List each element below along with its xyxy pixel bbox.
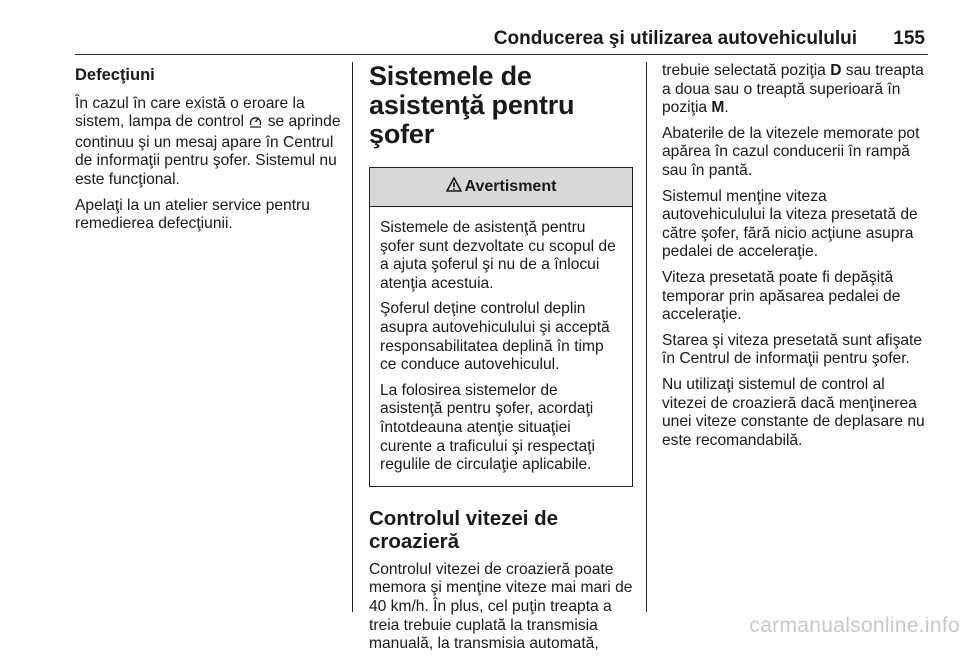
paragraph: Abaterile de la vitezele memorate pot apărea în cazul conducerii în rampă sau în pantă. [662, 124, 920, 179]
section-title-driver-assistance: Sistemele de asistenţă pentru şofer [369, 61, 575, 149]
text-span: se aprinde continuu şi un mesaj apare în Centrul de informaţii pentru şofer. Sistemul nu este funcţional. [75, 113, 341, 188]
warning-box [369, 167, 633, 487]
warning-paragraph: La folosirea sistemelor de asistenţă pentru şofer, acordaţi întotdeauna atenţie situaţiei curente a traficului şi respectaţi regulile de circulaţie aplicabile. [380, 381, 595, 474]
text-span: trebuie selectată poziţia [662, 62, 826, 79]
page-number: 155 [893, 28, 925, 49]
chapter-title: Conducerea şi utilizarea autovehiculului [493, 28, 857, 49]
section-heading-defects: Defecţiuni [75, 66, 155, 84]
warning-paragraph: Sistemele de asistenţă pentru şofer sunt dezvoltate cu scopul de a ajuta şoferul şi nu de a înlocui atenţia acestuia. [380, 219, 616, 292]
text-span: În cazul în care există o eroare la sistem, lampa de control [75, 94, 305, 131]
warning-title: Avertisment [464, 177, 557, 195]
gear-position-m: M [711, 99, 725, 117]
gear-position-d: D [830, 62, 842, 79]
paragraph: Nu utilizaţi sistemul de control al vitezei de croazieră dacă menţinerea unei viteze constante de deplasare nu este recomandabilă. [662, 375, 925, 449]
warning-header [370, 168, 632, 207]
paragraph: Starea şi viteza presetată sunt afişate în Centrul de informaţii pentru şofer. [662, 331, 923, 368]
cruise-control-lamp-icon [249, 114, 262, 134]
text-span: sau treapta a doua sau o treaptă superioară în poziţia [662, 62, 924, 117]
header-divider [75, 54, 928, 55]
column-divider [646, 62, 647, 612]
paragraph [662, 62, 928, 118]
paragraph: Controlul vitezei de croazieră poate memora şi menţine viteze mai mari de 40 km/h. În plus, cel puţin treapta a treia trebuie cuplată la transmisia manuală, la transmisia automată, [369, 560, 633, 653]
column-right [662, 62, 928, 457]
paragraph: Sistemul menţine viteza autovehiculului la viteza presetată de către şofer, fără nicio acţiune asupra pedalei de acceleraţie. [662, 187, 918, 261]
watermark: carmanualsonline.info [749, 614, 960, 637]
warning-paragraph: Şoferul deţine controlul deplin asupra autovehiculului şi acceptă responsabilitatea deplină în timp ce conduce autovehiculul. [380, 300, 610, 374]
warning-triangle-icon [446, 177, 462, 198]
column-middle [369, 62, 633, 661]
paragraph [75, 95, 345, 190]
section-title-cruise-control: Controlul vitezei de croazieră [369, 506, 559, 553]
warning-body [370, 207, 632, 486]
paragraph: Viteza presetată poate fi depăşită temporar prin apăsarea pedalei de acceleraţie. [662, 268, 901, 324]
column-left [75, 62, 345, 241]
paragraph: Apelaţi la un atelier service pentru remedierea defecţiunii. [75, 196, 310, 233]
column-divider [352, 62, 353, 612]
text-span: . [724, 99, 729, 117]
